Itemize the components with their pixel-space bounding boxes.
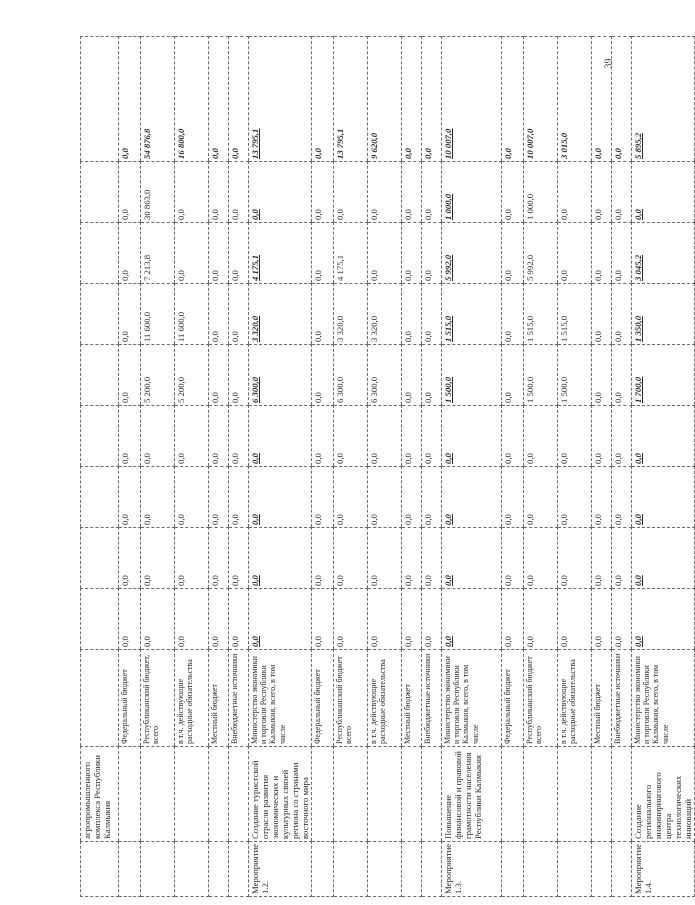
measure-name-cell: Создание туристской отрасли развития экономических и культурных связей региона со странами восточного мира: [249, 747, 312, 842]
value-cell: 0,0: [592, 37, 612, 162]
value-cell: 0,0: [502, 162, 524, 223]
measure-name-cell: [175, 747, 209, 842]
value-cell: 4 175,1: [249, 223, 312, 284]
value-cell: 13 795,1: [249, 37, 312, 162]
value-cell: 0,0: [558, 406, 592, 467]
measure-number-cell: [81, 842, 119, 897]
value-cell: 0,0: [141, 406, 175, 467]
value-cell: 0,0: [312, 528, 334, 589]
value-cell: 0,0: [502, 467, 524, 528]
table-row: [612, 37, 632, 897]
value-cell: 11 600,0: [141, 284, 175, 345]
value-cell: 0,0: [175, 162, 209, 223]
value-cell: 0,0: [592, 528, 612, 589]
funding-source-cell: Федеральный бюджет: [119, 650, 141, 747]
value-cell: 0,0: [175, 223, 209, 284]
value-cell: 0,0: [524, 589, 558, 650]
value-cell: 0,0: [249, 467, 312, 528]
measure-name-cell: [119, 747, 141, 842]
value-cell: 1 500,0: [524, 345, 558, 406]
value-cell: 0,0: [502, 528, 524, 589]
value-cell: 0,0: [422, 37, 442, 162]
funding-source-cell: в т.ч. действующие расходные обязательства: [175, 650, 209, 747]
value-cell: 0,0: [209, 406, 229, 467]
value-cell: 0,0: [249, 589, 312, 650]
table-row: [632, 37, 695, 897]
value-cell: 0,0: [209, 284, 229, 345]
value-cell: 3 320,0: [249, 284, 312, 345]
value-cell: 0,0: [422, 162, 442, 223]
funding-source-cell: в т.ч. действующие расходные обязательства: [368, 650, 402, 747]
measure-name-cell: Создание регионального инжинирингового центра технологических инноваций: [632, 747, 695, 842]
value-cell: 0,0: [312, 284, 334, 345]
measure-name-cell: [334, 747, 368, 842]
funding-source-cell: Местный бюджет: [402, 650, 422, 747]
value-cell: 5 200,0: [141, 345, 175, 406]
value-cell: [81, 284, 119, 345]
value-cell: 0,0: [312, 37, 334, 162]
value-cell: 0,0: [524, 467, 558, 528]
value-cell: 0,0: [119, 223, 141, 284]
value-cell: 0,0: [442, 589, 502, 650]
value-cell: 1 700,0: [632, 345, 695, 406]
table-row: [312, 37, 334, 897]
value-cell: 0,0: [612, 162, 632, 223]
measure-number-cell: Мероприятие 1.3.: [442, 842, 502, 897]
funding-source-cell: Внебюджетные источники: [422, 650, 442, 747]
value-cell: 0,0: [119, 284, 141, 345]
value-cell: 0,0: [402, 345, 422, 406]
value-cell: 30 863,0: [141, 162, 175, 223]
value-cell: 3 015,0: [558, 37, 592, 162]
value-cell: 0,0: [592, 345, 612, 406]
value-cell: 0,0: [558, 162, 592, 223]
value-cell: 0,0: [558, 223, 592, 284]
value-cell: 0,0: [209, 37, 229, 162]
value-cell: 1 515,0: [442, 284, 502, 345]
measure-name-cell: [524, 747, 558, 842]
value-cell: 0,0: [632, 162, 695, 223]
measure-name-cell: [612, 747, 632, 842]
value-cell: 0,0: [334, 589, 368, 650]
value-cell: 0,0: [402, 284, 422, 345]
value-cell: 0,0: [502, 37, 524, 162]
value-cell: 0,0: [402, 162, 422, 223]
value-cell: 0,0: [592, 406, 612, 467]
value-cell: 0,0: [592, 467, 612, 528]
measure-name-cell: [402, 747, 422, 842]
value-cell: 0,0: [229, 284, 249, 345]
value-cell: 1 350,0: [632, 284, 695, 345]
value-cell: 0,0: [119, 406, 141, 467]
funding-source-cell: Внебюджетные источники: [612, 650, 632, 747]
value-cell: 3 320,0: [368, 284, 402, 345]
value-cell: 0,0: [422, 528, 442, 589]
measure-number-cell: Мероприятие 1.2.: [249, 842, 312, 897]
value-cell: [81, 528, 119, 589]
budget-table: [80, 36, 695, 897]
value-cell: 0,0: [402, 223, 422, 284]
measure-name-cell: [312, 747, 334, 842]
value-cell: [81, 345, 119, 406]
table-row: [249, 37, 312, 897]
measure-number-cell: [402, 842, 422, 897]
value-cell: 0,0: [209, 162, 229, 223]
table-row: [422, 37, 442, 897]
value-cell: 0,0: [175, 589, 209, 650]
value-cell: 0,0: [209, 223, 229, 284]
value-cell: 0,0: [368, 528, 402, 589]
value-cell: 0,0: [612, 223, 632, 284]
value-cell: 0,0: [119, 589, 141, 650]
value-cell: 10 007,0: [442, 37, 502, 162]
value-cell: [81, 37, 119, 162]
value-cell: 0,0: [141, 467, 175, 528]
value-cell: [81, 162, 119, 223]
value-cell: 0,0: [442, 528, 502, 589]
value-cell: 1 515,0: [558, 284, 592, 345]
measure-name-cell: [209, 747, 229, 842]
table-row: [368, 37, 402, 897]
value-cell: 0,0: [632, 406, 695, 467]
measure-number-cell: [502, 842, 524, 897]
value-cell: 1 500,0: [558, 345, 592, 406]
value-cell: 3 045,2: [632, 223, 695, 284]
value-cell: 0,0: [334, 528, 368, 589]
value-cell: 0,0: [502, 284, 524, 345]
value-cell: 0,0: [119, 528, 141, 589]
value-cell: 0,0: [368, 467, 402, 528]
value-cell: 1 500,0: [442, 345, 502, 406]
value-cell: 0,0: [422, 345, 442, 406]
value-cell: 0,0: [592, 162, 612, 223]
measure-name-cell: [502, 747, 524, 842]
value-cell: 6 300,0: [368, 345, 402, 406]
value-cell: 0,0: [402, 467, 422, 528]
measure-name-cell: [558, 747, 592, 842]
funding-source-cell: Федеральный бюджет: [502, 650, 524, 747]
value-cell: 0,0: [334, 406, 368, 467]
table-row: [442, 37, 502, 897]
value-cell: 0,0: [368, 223, 402, 284]
rotated-table-container: [80, 37, 693, 897]
table-row: [175, 37, 209, 897]
value-cell: 0,0: [524, 406, 558, 467]
value-cell: 0,0: [558, 589, 592, 650]
table-row: [502, 37, 524, 897]
value-cell: 0,0: [229, 528, 249, 589]
value-cell: 0,0: [334, 162, 368, 223]
measure-number-cell: [119, 842, 141, 897]
value-cell: 0,0: [612, 589, 632, 650]
value-cell: 0,0: [442, 406, 502, 467]
value-cell: 0,0: [612, 37, 632, 162]
value-cell: 0,0: [229, 223, 249, 284]
value-cell: 0,0: [502, 589, 524, 650]
table-row: [229, 37, 249, 897]
value-cell: 0,0: [368, 589, 402, 650]
value-cell: 0,0: [612, 284, 632, 345]
measure-number-cell: [422, 842, 442, 897]
value-cell: 10 007,0: [524, 37, 558, 162]
value-cell: [81, 406, 119, 467]
measure-number-cell: [558, 842, 592, 897]
measure-number-cell: [612, 842, 632, 897]
value-cell: [81, 589, 119, 650]
funding-source-cell: [81, 650, 119, 747]
value-cell: 0,0: [422, 467, 442, 528]
funding-source-cell: Министерство экономики и торговли Республики Калмыкия, всего, в том числе: [632, 650, 695, 747]
value-cell: 5 992,0: [524, 223, 558, 284]
value-cell: 0,0: [229, 589, 249, 650]
measure-number-cell: [209, 842, 229, 897]
value-cell: 0,0: [175, 528, 209, 589]
value-cell: 0,0: [119, 37, 141, 162]
value-cell: 0,0: [229, 37, 249, 162]
funding-source-cell: Республиканский бюджет всего: [334, 650, 368, 747]
measure-number-cell: Мероприятие 1.4.: [632, 842, 695, 897]
measure-number-cell: [175, 842, 209, 897]
value-cell: 0,0: [312, 345, 334, 406]
funding-source-cell: Местный бюджет: [209, 650, 229, 747]
table-row: [334, 37, 368, 897]
measure-name-cell: агропромышленного комплекса Республики Калмыкия: [81, 747, 119, 842]
value-cell: 1 000,0: [524, 162, 558, 223]
value-cell: 0,0: [422, 284, 442, 345]
value-cell: 5 200,0: [175, 345, 209, 406]
value-cell: 0,0: [229, 345, 249, 406]
value-cell: 0,0: [612, 467, 632, 528]
value-cell: 0,0: [422, 589, 442, 650]
measure-name-cell: [368, 747, 402, 842]
measure-name-cell: [141, 747, 175, 842]
funding-source-cell: Республиканский бюджет, всего: [141, 650, 175, 747]
value-cell: 0,0: [175, 406, 209, 467]
funding-source-cell: Республиканский бюджет всего: [524, 650, 558, 747]
table-row: [141, 37, 175, 897]
measure-name-cell: [592, 747, 612, 842]
table-body: [81, 37, 695, 897]
value-cell: 1 000,0: [442, 162, 502, 223]
value-cell: 1 515,0: [524, 284, 558, 345]
value-cell: 7 213,8: [141, 223, 175, 284]
value-cell: 16 800,0: [175, 37, 209, 162]
value-cell: 0,0: [334, 467, 368, 528]
value-cell: 5 895,2: [632, 37, 695, 162]
value-cell: 6 300,0: [334, 345, 368, 406]
value-cell: 0,0: [368, 162, 402, 223]
value-cell: 0,0: [119, 162, 141, 223]
value-cell: 0,0: [612, 406, 632, 467]
measure-number-cell: [334, 842, 368, 897]
value-cell: 54 876,8: [141, 37, 175, 162]
value-cell: 0,0: [592, 589, 612, 650]
value-cell: 0,0: [229, 406, 249, 467]
value-cell: 0,0: [502, 223, 524, 284]
value-cell: 0,0: [612, 345, 632, 406]
measure-name-cell: [229, 747, 249, 842]
funding-source-cell: Внебюджетные источники: [229, 650, 249, 747]
value-cell: 5 992,0: [442, 223, 502, 284]
measure-number-cell: [312, 842, 334, 897]
value-cell: 0,0: [592, 284, 612, 345]
page-number: 39: [603, 58, 615, 69]
measure-number-cell: [229, 842, 249, 897]
value-cell: 4 175,1: [334, 223, 368, 284]
table-row: [81, 37, 119, 897]
measure-name-cell: [422, 747, 442, 842]
value-cell: 0,0: [141, 589, 175, 650]
value-cell: 0,0: [592, 223, 612, 284]
value-cell: 11 600,0: [175, 284, 209, 345]
table-row: [592, 37, 612, 897]
value-cell: 0,0: [312, 406, 334, 467]
value-cell: 0,0: [175, 467, 209, 528]
value-cell: 0,0: [312, 467, 334, 528]
value-cell: 0,0: [249, 162, 312, 223]
value-cell: 0,0: [402, 528, 422, 589]
funding-source-cell: в т.ч. действующие расходные обязательства: [558, 650, 592, 747]
value-cell: 0,0: [422, 223, 442, 284]
value-cell: 0,0: [209, 467, 229, 528]
value-cell: 0,0: [312, 589, 334, 650]
value-cell: 13 795,1: [334, 37, 368, 162]
value-cell: 0,0: [312, 162, 334, 223]
value-cell: 0,0: [229, 467, 249, 528]
value-cell: [81, 223, 119, 284]
table-row: [209, 37, 229, 897]
value-cell: 0,0: [402, 37, 422, 162]
value-cell: 0,0: [502, 406, 524, 467]
value-cell: 0,0: [612, 528, 632, 589]
table-row: [558, 37, 592, 897]
value-cell: 0,0: [442, 467, 502, 528]
value-cell: 0,0: [249, 406, 312, 467]
funding-source-cell: Федеральный бюджет: [312, 650, 334, 747]
measure-number-cell: [368, 842, 402, 897]
value-cell: 0,0: [119, 345, 141, 406]
value-cell: 0,0: [402, 406, 422, 467]
value-cell: 0,0: [229, 162, 249, 223]
funding-source-cell: Министерство экономики и торговли Республики Калмыкия, всего, в том числе: [249, 650, 312, 747]
value-cell: 0,0: [558, 528, 592, 589]
measure-number-cell: [141, 842, 175, 897]
value-cell: 0,0: [209, 345, 229, 406]
value-cell: 0,0: [502, 345, 524, 406]
value-cell: 6 300,0: [249, 345, 312, 406]
measure-name-cell: Повышение финансовой и правовой грамотности населения Республики Калмыкия: [442, 747, 502, 842]
table-row: [524, 37, 558, 897]
value-cell: 0,0: [141, 528, 175, 589]
measure-number-cell: [592, 842, 612, 897]
value-cell: 0,0: [402, 589, 422, 650]
value-cell: 0,0: [558, 467, 592, 528]
value-cell: 9 620,0: [368, 37, 402, 162]
table-row: [119, 37, 141, 897]
funding-source-cell: Министерство экономики и торговли Республики Калмыкия, всего, в том числе: [442, 650, 502, 747]
value-cell: [81, 467, 119, 528]
value-cell: 0,0: [632, 528, 695, 589]
value-cell: 0,0: [422, 406, 442, 467]
value-cell: 0,0: [312, 223, 334, 284]
table-row: [402, 37, 422, 897]
measure-number-cell: [524, 842, 558, 897]
value-cell: 0,0: [119, 467, 141, 528]
funding-source-cell: Местный бюджет: [592, 650, 612, 747]
value-cell: 0,0: [209, 528, 229, 589]
value-cell: 0,0: [368, 406, 402, 467]
value-cell: 0,0: [632, 467, 695, 528]
value-cell: 0,0: [249, 528, 312, 589]
value-cell: 3 320,0: [334, 284, 368, 345]
value-cell: 0,0: [524, 528, 558, 589]
value-cell: 0,0: [632, 589, 695, 650]
value-cell: 0,0: [209, 589, 229, 650]
